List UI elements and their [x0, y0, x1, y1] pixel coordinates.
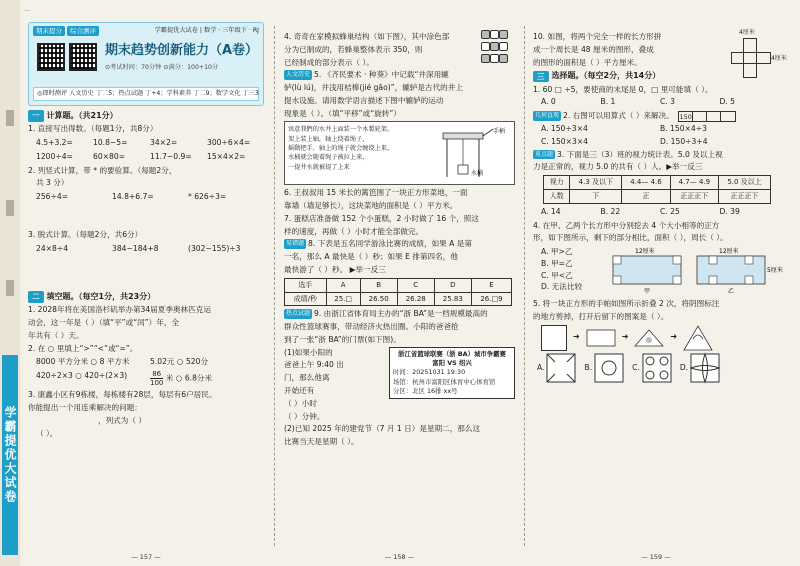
question-text: 的图形的面积是（ ）平方厘米。: [533, 57, 642, 67]
option: D. 无法比较: [541, 282, 583, 292]
question-text: 已经制成的部分表示（ ）。: [284, 57, 374, 67]
caption-line: 水桶就会随着绳子被拉上来，: [288, 154, 369, 162]
answer-option-c[interactable]: [632, 353, 672, 383]
label-width: 12厘米: [719, 248, 739, 256]
label-jia: 甲: [644, 288, 651, 296]
arrow-right-icon: ➜: [573, 332, 580, 342]
question-text: 样的速度，再做（ ）小时才能全部做完。: [284, 226, 424, 236]
option: C. 3: [660, 97, 675, 107]
question-text: 2. 列竖式计算，带 * 的要验算。（每题2分，: [28, 165, 177, 175]
qr-code-icon: [69, 43, 97, 71]
label-width: 12厘米: [635, 248, 655, 256]
arith-item: 34×2=: [150, 138, 178, 148]
label-height: 5厘米: [767, 267, 783, 275]
arrow-right-icon: ➜: [670, 332, 678, 342]
question-text: 提水设施。请用数学语言描述下图中辘轳的运动: [284, 95, 444, 105]
match-ticket: [389, 347, 515, 399]
q9-block: [284, 347, 515, 423]
hex-cell: [499, 54, 508, 63]
table-header: A: [326, 278, 360, 292]
table-row: [544, 176, 771, 190]
option-letter: D.: [679, 362, 689, 372]
s4-options: [541, 246, 601, 296]
arith-item: 60×80=: [93, 151, 126, 161]
question-text: 轳(lù lú)，井浅用桔槔(jié gāo)”，辘轳是古代的井上: [284, 83, 463, 93]
folding-steps-figure: [541, 325, 779, 351]
section-title: 选择题。（每空2分，共14分）: [551, 71, 661, 81]
exam-meta: ⊙考试时间：70分钟 ⊙满分：100+10分: [105, 64, 219, 71]
question-text: 3. 康鑫小区有9栋楼，每栋楼有28层，每层有6户居民。: [28, 390, 217, 400]
question-text: 比赛当天是星期（ ）。: [284, 437, 359, 447]
column-159: [527, 0, 785, 566]
net-rect: [731, 52, 771, 64]
exam-header: [28, 22, 264, 106]
question-text: 一名，那么 A 最快是（ ）秒；如果 E 排第四名，他: [284, 252, 458, 262]
question-text: （ ）。: [36, 428, 58, 438]
option: B. 150×4÷3: [660, 123, 707, 133]
caption-line: 一提井水就被提了上来: [288, 163, 350, 171]
compare-item: 5.02元 ○ 520分: [150, 357, 209, 367]
question-line: 2. 右图可以用算式（ ）来解决。: [563, 111, 674, 121]
page-number: — 158 —: [384, 552, 415, 561]
question-text: 群众性篮球赛事，带动经济火热出圈。小阳的爸爸抢: [284, 322, 459, 332]
table-row: [285, 278, 512, 292]
option: A. 甲>乙: [541, 247, 573, 257]
hex-cell: [481, 42, 490, 51]
windlass-drawing: [439, 125, 511, 181]
table-cell: 26.28: [397, 292, 434, 306]
hex-cell: [481, 30, 490, 39]
ticket-time: 时间：20251031 19:30: [393, 368, 466, 377]
pattern-b: [594, 353, 624, 383]
question-text: 门，那么他离: [284, 373, 330, 383]
question-text: [533, 149, 779, 161]
swim-table: [284, 278, 512, 307]
options-row: [541, 96, 779, 108]
arith-item: 11.7−0.9=: [150, 151, 192, 161]
fraction: [150, 370, 163, 387]
fraction-denominator: 100: [150, 379, 164, 388]
hex-cell: [499, 30, 508, 39]
page-number: — 157 —: [131, 552, 161, 561]
compare-row: [36, 356, 264, 368]
question-line: 9. 由浙江省体育局主办的“浙 BA”是一档规模最高的: [314, 309, 488, 319]
arrow-right-icon: ➜: [621, 332, 629, 342]
column-157: [22, 0, 270, 566]
table-cell: 正正正下: [719, 189, 771, 203]
arith-item: 256÷4=: [36, 192, 69, 202]
question-text: 7. 蛋糕店准备做 152 个小蛋糕，2 小时做了 16 个，照这: [284, 213, 479, 223]
section-number: 一: [28, 110, 44, 122]
option-letter: C.: [632, 362, 640, 372]
question-text: ，列式为（ ）: [98, 415, 146, 425]
compare-row: [36, 370, 264, 387]
option: D. 39: [719, 206, 740, 216]
table-cell: 25.83: [434, 292, 471, 306]
question-text: 靠墙（墙足够长），这块菜地的面积是（ ）平方米。: [284, 201, 458, 211]
segment-bar-figure: [678, 111, 736, 122]
option: B. 1: [600, 97, 616, 107]
table-header: E: [471, 278, 511, 292]
options-row: [541, 136, 779, 148]
question-text: 3. 脱式计算。（每题2分，共6分）: [28, 230, 143, 240]
table-header: 选手: [285, 278, 327, 292]
question-tag: 易错题: [286, 240, 305, 248]
question-text: 5. 将一块正方形的手帕如图所示折叠 2 次，将阴图标注: [533, 299, 720, 309]
question-text: 6. 王叔叔用 15 米长的篱笆围了一块正方形菜地，一面: [284, 188, 468, 198]
honeycomb-figure: [481, 30, 513, 65]
arith-item: 4.5+3.2=: [36, 138, 73, 148]
arith-item: 15×4×2=: [207, 151, 246, 161]
bar-segment: [707, 112, 721, 121]
question-text: （ ）分钟。: [284, 411, 325, 421]
question-text: 的地方剪掉，打开后留下的图案是（ ）。: [533, 311, 669, 321]
answer-option-d[interactable]: [680, 353, 720, 383]
question-tag: 重点题: [535, 150, 554, 158]
option: C. 甲<乙: [541, 270, 573, 280]
table-row: [285, 292, 512, 306]
option: A. 14: [541, 206, 561, 216]
fold-step-triangle: [634, 329, 664, 347]
arith-item: 14.8+6.7=: [112, 192, 154, 202]
question-text: 到了一张“浙 BA”的门票(如下图)。: [284, 334, 401, 344]
table-cell: 25.□: [326, 292, 360, 306]
fold-step-square: [541, 325, 567, 351]
header-strip: ◎即时测评 人文历史 丁二5；热点试题 丁+4；学科素养 丁二9；数学文化 丁三3: [33, 87, 259, 101]
question-text: 1. 直接写出得数。（每题1分，共8分）: [28, 124, 158, 134]
question-text: [284, 69, 515, 81]
header-chips: [33, 26, 99, 36]
hex-cell: [490, 42, 499, 51]
rectangle-net-figure: [731, 29, 787, 86]
section-number: 二: [28, 291, 44, 303]
question-text: 分为已制成的，若蜂巢整体表示 350，则: [284, 44, 423, 54]
windlass-figure: [284, 121, 515, 185]
question-line: 8. 下表是五名同学游泳比赛的成绩，如果 A 是第: [308, 239, 472, 249]
arith-item: 384−184+8: [112, 243, 159, 253]
hex-cell: [481, 54, 490, 63]
question-text: 1. 2028年将在美国洛杉矶举办第34届夏季奥林匹克运: [28, 305, 211, 315]
option: C. 150×3×4: [541, 136, 589, 146]
table-cell: 下: [570, 189, 622, 203]
bar-segment: [721, 112, 735, 121]
question-text: 形，如下图所示，剩下的部分相比，面积（ ），周长（ ）。: [533, 233, 728, 243]
question-tag: 几何直观: [535, 112, 560, 120]
fraction-numerator: 86: [150, 370, 163, 379]
caption-line: 架上装上轴，轴上绕着绳子，: [288, 135, 369, 143]
table-header: C: [397, 278, 434, 292]
compare-item: [150, 370, 264, 387]
table-cell: 成绩/秒: [285, 292, 327, 306]
question-text: 动会，这一年是（ ）（填“平”或“闰”）年，全: [28, 318, 180, 328]
s4-block: [541, 246, 783, 296]
label-side: 4厘米: [771, 55, 787, 62]
qr-code-icon: [37, 43, 65, 71]
table-header: 4.3 及以下: [570, 176, 622, 190]
question-tag: 热点试题: [286, 310, 311, 318]
table-cell: 26.50: [360, 292, 397, 306]
question-text: 共 3 分）: [36, 178, 69, 188]
answer-option-a[interactable]: [537, 353, 576, 383]
hex-cell: [490, 54, 499, 63]
question-text: [284, 238, 515, 250]
question-text: 开始还有: [284, 386, 315, 395]
hex-cell: [490, 30, 499, 39]
vision-table: [543, 175, 771, 204]
ticket-title: 浙江省篮球联赛（浙 BA）城市争霸赛: [398, 349, 506, 358]
question-text: [284, 308, 515, 320]
question-text: 10. 如图，将两个完全一样的长方形拼: [533, 32, 662, 41]
question-text: [533, 110, 779, 122]
pattern-a: [546, 353, 576, 383]
arith-item: 1200÷4=: [36, 151, 73, 161]
question-text: 力是正常的，视力 5.0 的共有（ ）人。▶举一反三: [533, 162, 703, 172]
brand-vertical-title: 学霸提优大试卷: [2, 355, 18, 555]
caption-line: 摇動把手，轴上的绳子就会缠绕上来，: [288, 144, 394, 152]
question-text: 1. 60 □ ÷5，要使商的末尾是 0，□ 里可能填（ ）。: [533, 84, 713, 94]
question-text: 2. 在 ○ 里填上“>”“<”或“=”。: [28, 343, 138, 353]
section-title: 计算题。（共21分）: [46, 111, 118, 120]
arith-item: 10.8−5=: [93, 138, 128, 148]
pattern-c: [642, 353, 672, 383]
compare-unit: 米 ○: [165, 373, 183, 383]
pattern-d: [690, 353, 720, 383]
table-row: [544, 189, 771, 203]
question-tag: 人文历史: [286, 71, 311, 79]
question-text: 最快游了（ ）秒。 ▶举一反三: [284, 264, 386, 274]
question-text: (2)已知 2025 年的建党节（7 月 1 日）是星期二，那么这: [284, 424, 481, 434]
table-header: B: [360, 278, 397, 292]
column-divider: [274, 26, 275, 546]
section-title: 填空题。（每空1分，共23分）: [46, 291, 156, 301]
question-text: 4. 奇奇在家模拟蜂巢结构（如下图），其中涂色部: [284, 32, 450, 41]
exam-title: 期末趋势创新能力（A卷）: [105, 43, 259, 58]
page-number: — 159 —: [641, 552, 671, 561]
strip-mark: [6, 280, 14, 296]
fold-step-cut: [683, 325, 713, 351]
column-158: [278, 0, 521, 566]
strip-mark: [6, 110, 14, 126]
option: A. 150÷3×4: [541, 123, 588, 133]
question-text: (1)如果小阳的: [284, 347, 333, 357]
s4-rectangles-figure: [607, 246, 783, 296]
windlass-caption: [288, 125, 435, 181]
option-letter: A.: [537, 362, 545, 372]
top-bar: ...: [24, 5, 31, 13]
options-row: [541, 123, 779, 135]
table-cell: 人数: [544, 189, 570, 203]
option: D. 150÷3+4: [660, 136, 708, 146]
arith-row: [36, 243, 264, 289]
ticket-zone: 分区：北区 16排 xx号: [393, 386, 458, 395]
arith-item: * 626÷3=: [188, 192, 227, 202]
caption-line: 寓意我們的水井上面装一个木製轮架，: [288, 126, 394, 134]
label-top: 4厘米: [739, 29, 755, 36]
option: C. 25: [660, 206, 680, 216]
section-number: 三: [533, 71, 549, 83]
question-text: 现象是（ ）。（填“平移”或“旋转”）: [284, 108, 401, 118]
table-header: 4.7— 4.9: [670, 176, 718, 190]
question-text: 年共有（ ）天。: [28, 330, 84, 340]
table-cell: 正: [622, 189, 670, 203]
arith-item: 24×8÷4: [36, 243, 69, 253]
question-text: 成一个周长是 48 厘米的图形，叠成: [533, 44, 654, 54]
compare-item: 420÷2×3 ○ 420÷(2×3): [36, 371, 128, 381]
label-handle: 手柄: [493, 128, 506, 136]
question-text: 你能提出一个用连乘解决的问题：: [28, 402, 142, 412]
table-header: 视力: [544, 176, 570, 190]
header-chip: 期末提分: [33, 26, 65, 36]
label-yi: 乙: [728, 288, 735, 296]
column-divider: [524, 26, 525, 546]
question-line: 3. 下面是三（3）班的视力统计表。5.0 及以上视: [557, 149, 723, 159]
option: B. 甲=乙: [541, 258, 573, 268]
table-cell: 正正正下: [670, 189, 718, 203]
arith-row: [36, 151, 264, 163]
option: B. 22: [600, 206, 621, 216]
table-cell: 26.□9: [471, 292, 511, 306]
arith-row: [36, 191, 264, 227]
question-text: （ ）小时: [284, 398, 317, 408]
strip-mark: [6, 200, 14, 216]
table-header: 4.4— 4.6: [622, 176, 670, 190]
arith-row: [36, 137, 264, 149]
option: D. 5: [719, 97, 736, 107]
bar-segment: 150: [679, 112, 692, 121]
label-bucket: 水桶: [471, 170, 484, 178]
arith-item: 300÷6×4=: [207, 138, 251, 148]
section-heading: [28, 110, 264, 122]
compare-right: 6.8分米: [184, 373, 213, 383]
question-text: 4. 在甲、乙两个长方形中分别挖去 4 个大小相等的正方: [533, 220, 720, 230]
binding-strip: [0, 0, 20, 566]
options-row: [541, 206, 779, 218]
compare-item: 8000 平方分米 ○ 8 平方米: [36, 357, 130, 367]
s5-answer-options: [537, 353, 779, 383]
answer-option-b[interactable]: [584, 353, 624, 383]
ticket-teams: 富阳 VS 绍兴: [432, 358, 472, 367]
section-heading: [28, 291, 264, 303]
header-chip: 综合测评: [67, 26, 99, 36]
arith-item: (302−155)÷3: [188, 243, 241, 253]
option-letter: B.: [584, 362, 593, 372]
table-header: 5.0 及以上: [719, 176, 771, 190]
question-line: 5. 《齐民要术 · 种葵》中记载“井深用辘: [314, 70, 449, 80]
option: A. 0: [541, 97, 556, 107]
ticket-place: 场馆：杭州市富阳区体育中心体育馆: [393, 377, 496, 386]
table-header: D: [434, 278, 471, 292]
hex-cell: [499, 42, 508, 51]
fold-step-rect: [586, 329, 616, 347]
question-text: 爸爸上午 9:40 出: [284, 360, 344, 370]
bar-segment: [693, 112, 707, 121]
header-subject: 学霸提优大试卷 | 数学 · 三年级下 · RJ: [154, 27, 259, 34]
